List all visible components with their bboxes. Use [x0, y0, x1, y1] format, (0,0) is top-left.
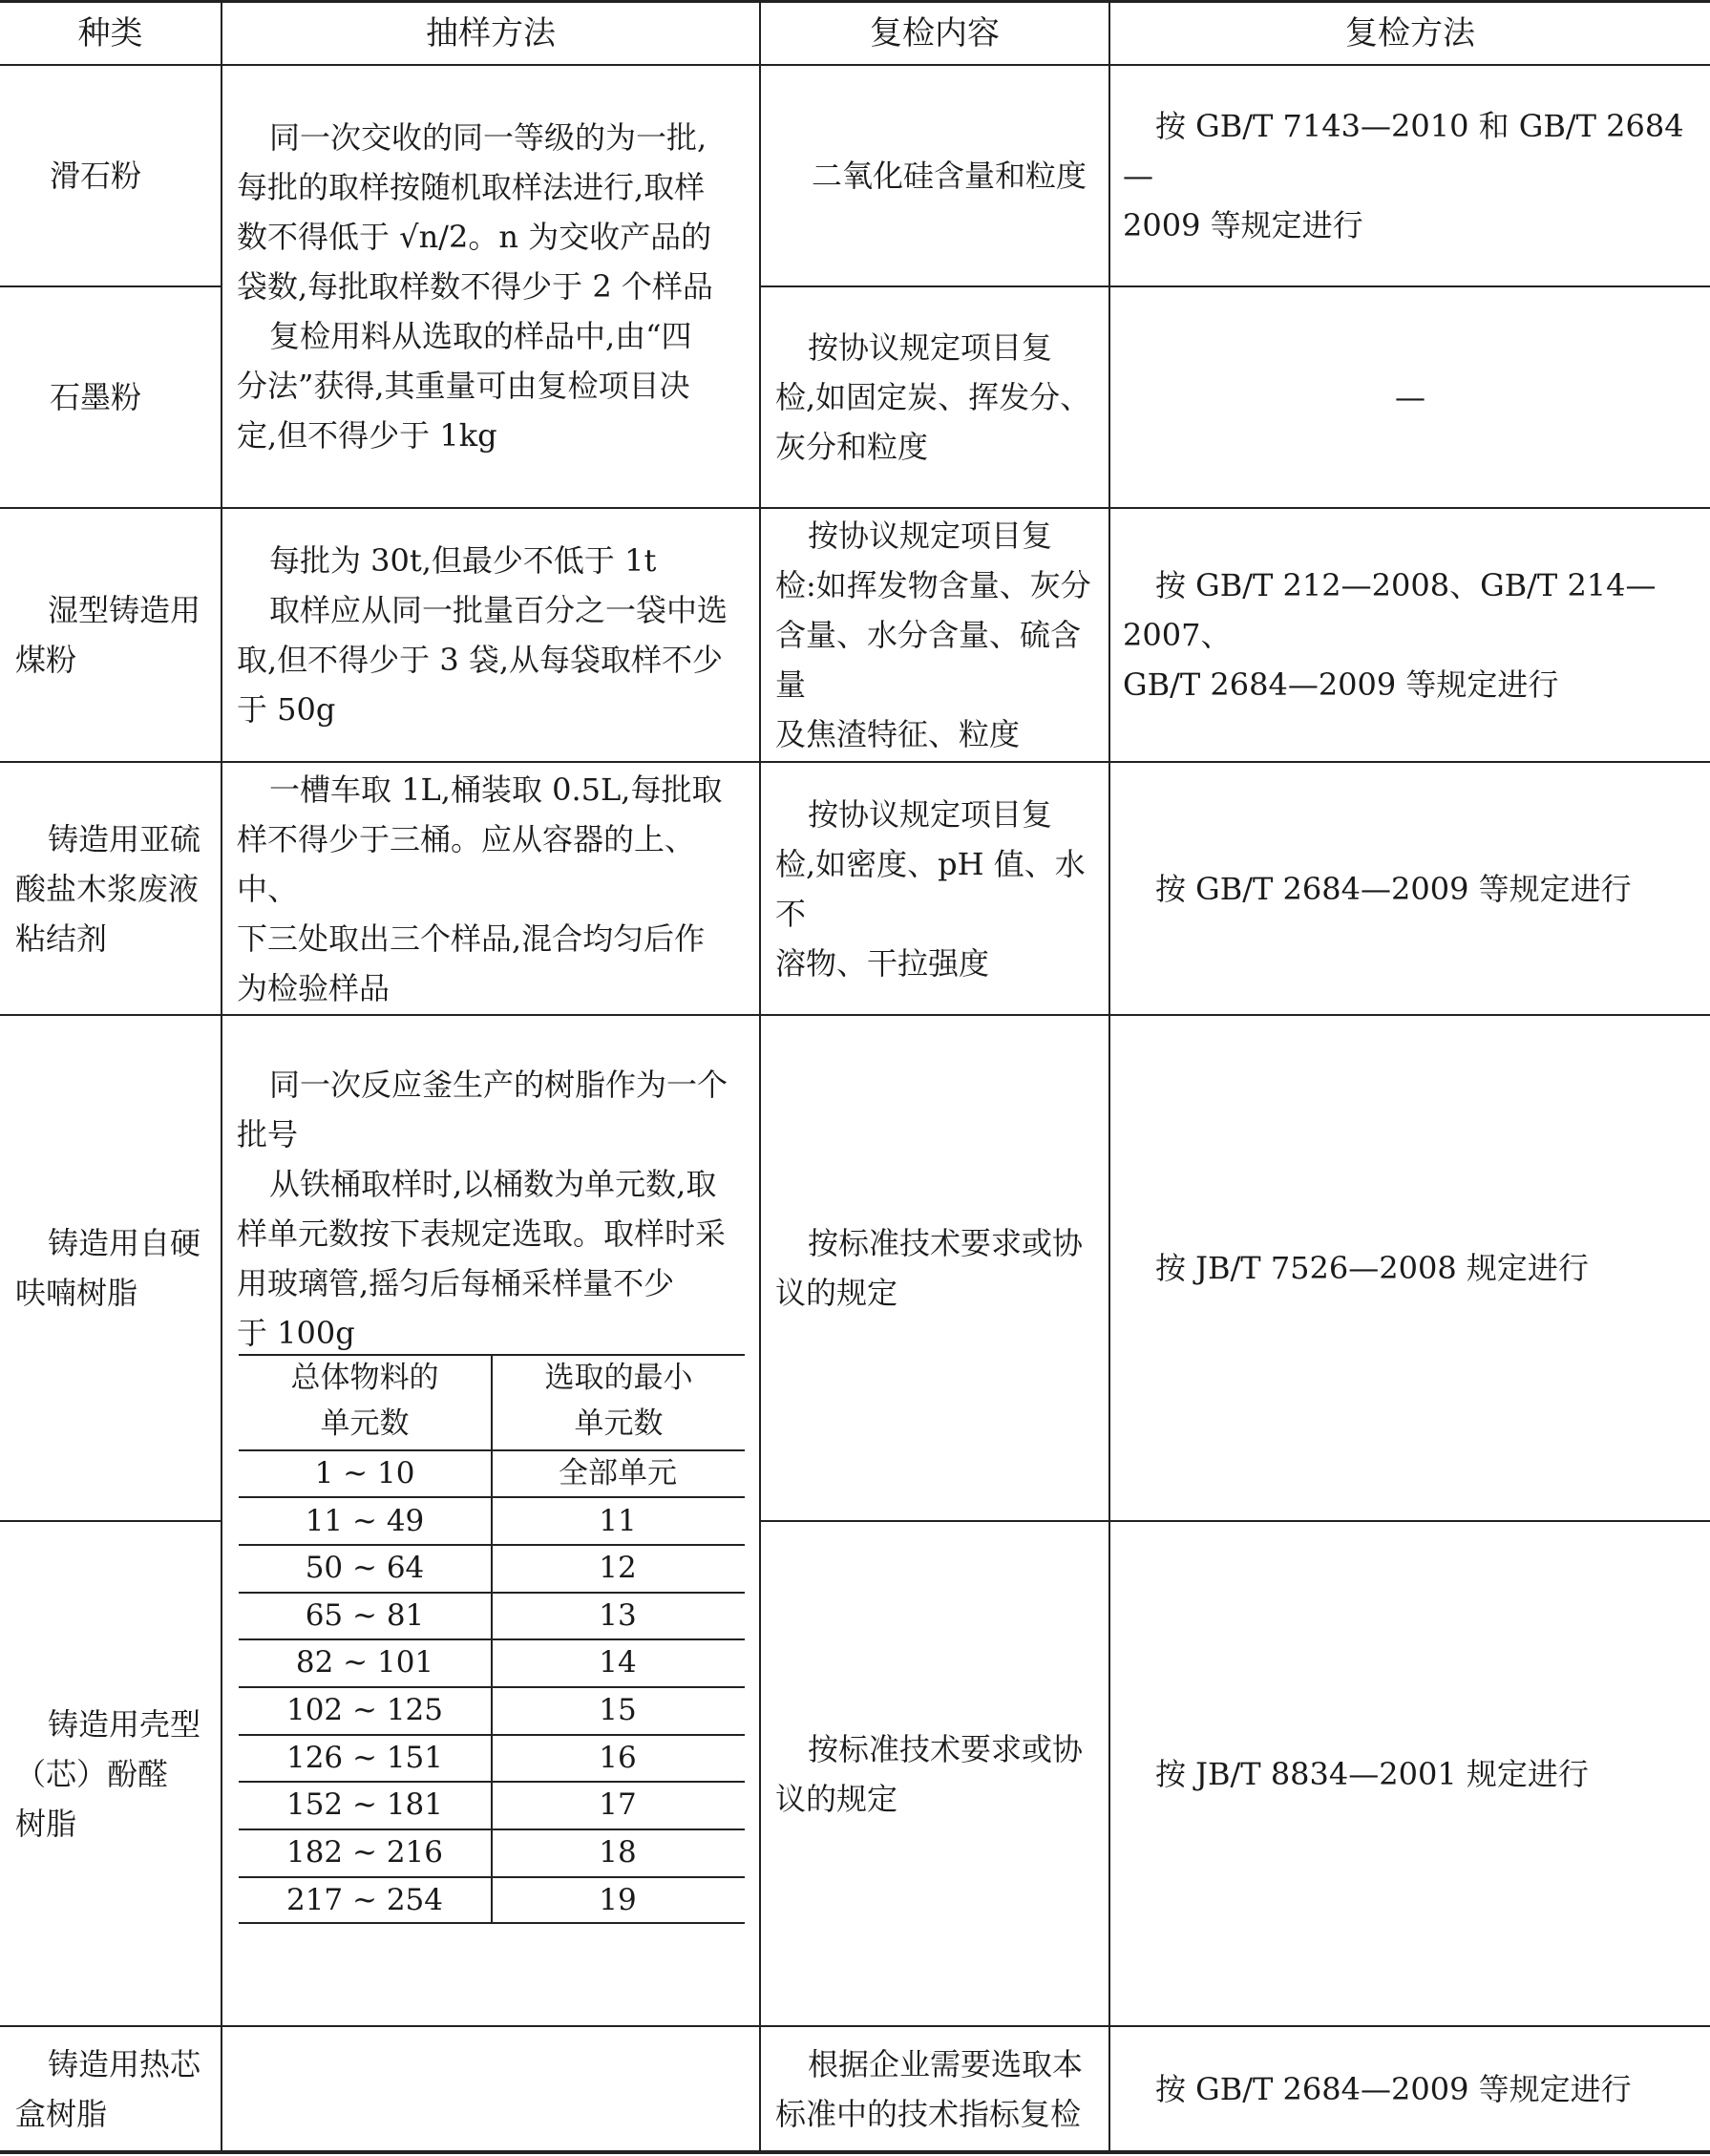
subtable-row — [239, 1828, 745, 1876]
row4-method-line: 按 GB/T 2684—2009 等规定进行 — [1155, 870, 1632, 907]
row4-category-line-2: 酸盐木浆废液 — [15, 870, 200, 907]
row7-sampling — [237, 2027, 752, 2150]
subtable-header-col2-line-1: 选取的最小 — [544, 1361, 693, 1395]
col-line-1 — [221, 0, 222, 2154]
row6-method — [1123, 1522, 1707, 2025]
subtable-header-col1-line-2: 单元数 — [320, 1406, 410, 1441]
sampling-a-line-2: 每批的取样按随机取样法进行,取样 — [237, 169, 706, 205]
subtable-count-cell: 14 — [599, 1645, 637, 1680]
header-category-text: 种类 — [77, 14, 143, 53]
subtable-range-cell: 50 ~ 64 — [305, 1551, 425, 1585]
row3-category — [15, 509, 217, 761]
row6-category-line-2: （芯）酚醛 — [15, 1755, 169, 1792]
row6-content-line-1: 按标准技术要求或协 — [808, 1730, 1084, 1767]
row3-method — [1123, 509, 1707, 761]
row4-sampling-line-2: 样不得少于三桶。应从容器的上、中、 — [237, 820, 696, 907]
subtable-row — [239, 1544, 745, 1592]
subtable-row — [239, 1781, 745, 1828]
row7-method-line: 按 GB/T 2684—2009 等规定进行 — [1155, 2070, 1632, 2107]
subtable-row — [239, 1734, 745, 1782]
row1-method — [1123, 66, 1705, 285]
row1-content-line: 二氧化硅含量和粒度 — [812, 158, 1087, 194]
subtable-row — [239, 1638, 745, 1686]
header-content — [761, 3, 1108, 64]
row6-category — [15, 1522, 217, 2025]
sampling-a-line-6: 分法”获得,其重量可由复检项目决 — [237, 368, 690, 404]
row4-content — [775, 763, 1104, 1014]
sampling-resin-text — [237, 1060, 752, 1358]
sampling-b-line-3: 从铁桶取样时,以桶数为单元数,取 — [269, 1166, 717, 1202]
row4-content-line-3: 溶物、干拉强度 — [775, 944, 990, 982]
row6-content — [775, 1522, 1104, 2025]
row7-category — [15, 2027, 217, 2150]
row7-category-line-1: 铸造用热芯 — [48, 2045, 201, 2082]
row4-content-line-1: 按协议规定项目复 — [808, 795, 1053, 833]
row3-method-line-1: 按 GB/T 212—2008、GB/T 214—2007、 — [1123, 567, 1657, 653]
subtable-range-cell: 152 ~ 181 — [285, 1787, 444, 1822]
subtable-count-cell: 16 — [599, 1741, 637, 1775]
row7-content — [775, 2027, 1104, 2150]
row6-category-line-1: 铸造用壳型 — [48, 1705, 201, 1743]
row6-method-line: 按 JB/T 8834—2001 规定进行 — [1155, 1755, 1589, 1792]
subtable-count-cell: 18 — [599, 1835, 637, 1870]
header-category — [0, 3, 221, 64]
row3-content — [775, 509, 1104, 761]
header-sampling — [222, 3, 759, 64]
row4-category-line-1: 铸造用亚硫 — [48, 820, 201, 857]
subtable-count-cell: 12 — [599, 1551, 637, 1585]
subtable-range-cell: 1 ~ 10 — [314, 1456, 415, 1490]
row3-method-line-2: GB/T 2684—2009 等规定进行 — [1123, 666, 1559, 703]
row1-category — [50, 66, 217, 285]
row3-content-line-4: 及焦渣特征、粒度 — [775, 716, 1021, 752]
sampling-talc-graphite — [237, 66, 752, 507]
row4-category — [15, 763, 217, 1014]
row3-sampling-line-2: 取样应从同一批量百分之一袋中选 — [269, 592, 728, 628]
row2-category — [50, 287, 217, 507]
row3-sampling — [237, 509, 752, 761]
subtable-header-col2 — [493, 1355, 745, 1449]
subtable-row — [239, 1686, 745, 1734]
row3-sampling-line-3: 取,但不得少于 3 袋,从每袋取样不少 — [237, 642, 724, 678]
subtable-range-cell: 102 ~ 125 — [285, 1693, 444, 1727]
row3-sampling-line-4: 于 50g — [237, 691, 336, 728]
sampling-a-line-5: 复检用料从选取的样品中,由“四 — [269, 318, 692, 354]
subtable-row — [239, 1497, 745, 1545]
sampling-a-line-3: 数不得低于 √n/2。n 为交收产品的 — [237, 219, 712, 255]
row2-content — [775, 287, 1104, 507]
header-method — [1110, 3, 1710, 64]
header-content-text: 复检内容 — [870, 14, 1000, 53]
sampling-b-line-2: 批号 — [237, 1116, 299, 1152]
header-sampling-text: 抽样方法 — [426, 14, 556, 53]
subtable-count-cell: 全部单元 — [559, 1456, 677, 1490]
subtable-header-col1-line-1: 总体物料的 — [290, 1361, 439, 1395]
header-method-text: 复检方法 — [1345, 14, 1475, 53]
subtable-range-cell: 65 ~ 81 — [305, 1598, 425, 1633]
row4-category-line-3: 粘结剂 — [15, 919, 108, 957]
row4-method — [1123, 763, 1707, 1014]
row6-category-line-3: 树脂 — [15, 1805, 77, 1842]
subtable-range-cell: 182 ~ 216 — [285, 1835, 444, 1870]
subtable-range-cell: 11 ~ 49 — [305, 1504, 425, 1538]
subtable-count-cell: 11 — [599, 1504, 637, 1538]
subtable-row — [239, 1592, 745, 1639]
row5-method-line: 按 JB/T 7526—2008 规定进行 — [1155, 1250, 1589, 1286]
subtable-count-cell: 13 — [599, 1598, 637, 1633]
row3-content-line-2: 检:如挥发物含量、灰分 — [775, 567, 1091, 603]
col-line-2 — [759, 0, 761, 2154]
row7-method — [1123, 2027, 1707, 2150]
row4-sampling-line-1: 一槽车取 1L,桶装取 0.5L,每批取 — [269, 771, 723, 808]
row7-category-line-2: 盒树脂 — [15, 2095, 108, 2132]
subtable-row — [239, 1449, 745, 1497]
subtable-range-cell: 82 ~ 101 — [295, 1645, 434, 1680]
subtable-header-col2-line-2: 单元数 — [574, 1406, 664, 1441]
row7-content-line-2: 标准中的技术指标复检 — [775, 2095, 1082, 2132]
subtable-range-cell: 126 ~ 151 — [285, 1741, 444, 1775]
row2-method-line: — — [1395, 379, 1425, 415]
row4-sampling-line-4: 为检验样品 — [237, 969, 391, 1006]
sampling-a-line-7: 定,但不得少于 1kg — [237, 417, 497, 454]
subtable-count-cell: 17 — [599, 1787, 637, 1822]
sampling-b-line-1: 同一次反应釜生产的树脂作为一个 — [269, 1067, 728, 1103]
row3-sampling-line-1: 每批为 30t,但最少不低于 1t — [269, 542, 657, 579]
row2-method — [1110, 287, 1710, 507]
row5-content — [775, 1016, 1104, 1520]
subtable-count-cell: 19 — [599, 1883, 637, 1917]
subtable-row — [239, 1876, 745, 1924]
sampling-b-line-6: 于 100g — [237, 1315, 355, 1351]
row2-category-line: 石墨粉 — [50, 379, 142, 415]
row7-content-line-1: 根据企业需要选取本 — [808, 2045, 1084, 2082]
row4-sampling — [237, 763, 752, 1014]
row5-category-line-2: 呋喃树脂 — [15, 1275, 138, 1311]
row4-content-line-2: 检,如密度、pH 值、水不 — [775, 845, 1086, 932]
row5-method — [1123, 1016, 1707, 1520]
row1-category-line: 滑石粉 — [50, 158, 142, 194]
row1-method-line-1: 按 GB/T 7143—2010 和 GB/T 2684— — [1123, 108, 1684, 194]
row6-content-line-2: 议的规定 — [775, 1780, 898, 1817]
row2-content-line-2: 检,如固定炭、挥发分、 — [775, 379, 1091, 415]
row4-sampling-line-3: 下三处取出三个样品,混合均匀后作 — [237, 919, 706, 957]
sampling-a-line-4: 袋数,每批取样数不得少于 2 个样品 — [237, 268, 713, 305]
row3-content-line-1: 按协议规定项目复 — [808, 518, 1053, 554]
bottom-border — [0, 2150, 1710, 2154]
sampling-b-line-5: 用玻璃管,摇匀后每桶采样量不少 — [237, 1265, 675, 1301]
row5-category — [15, 1016, 217, 1520]
row5-content-line-2: 议的规定 — [775, 1275, 898, 1311]
sampling-b-line-4: 样单元数按下表规定选取。取样时采 — [237, 1215, 727, 1252]
sampling-a-line-1: 同一次交收的同一等级的为一批, — [269, 119, 707, 156]
row3-category-line-1: 湿型铸造用 — [48, 592, 201, 628]
row3-content-line-3: 含量、水分含量、硫含量 — [775, 617, 1082, 703]
subtable-header-col1 — [239, 1355, 491, 1449]
subtable-range-cell: 217 ~ 254 — [285, 1883, 444, 1917]
row2-content-line-1: 按协议规定项目复 — [808, 329, 1053, 366]
row5-category-line-1: 铸造用自硬 — [48, 1225, 201, 1261]
row5-content-line-1: 按标准技术要求或协 — [808, 1225, 1084, 1261]
row1-content — [779, 66, 1104, 285]
row3-category-line-2: 煤粉 — [15, 642, 77, 678]
row1-method-line-2: 2009 等规定进行 — [1123, 207, 1363, 243]
subtable-count-cell: 15 — [599, 1693, 637, 1727]
row2-content-line-3: 灰分和粒度 — [775, 429, 929, 465]
